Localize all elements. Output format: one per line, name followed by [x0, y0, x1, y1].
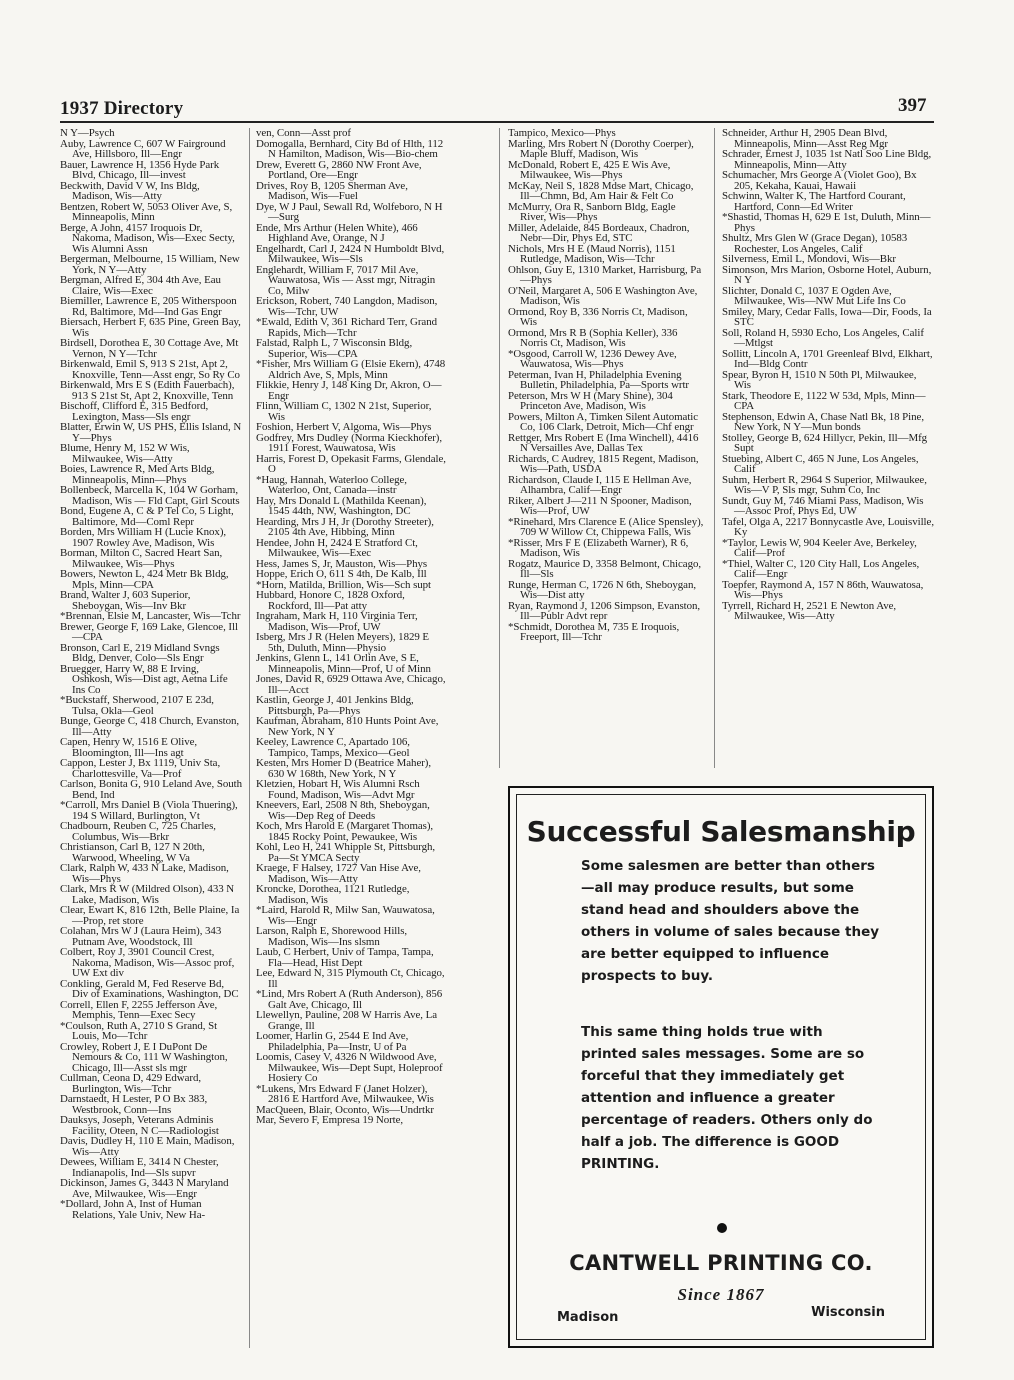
ad-city-left: Madison [557, 1310, 619, 1325]
directory-entry: Lee, Edward N, 315 Plymouth Ct, Chicago, Ill [256, 967, 445, 990]
directory-entry: Tampico, Mexico—Phys [508, 127, 616, 139]
directory-entry: Hay, Mrs Donald L (Mathilda Keenan), 1545 44th, NW, Washington, DC [256, 494, 427, 517]
page-title: 1937 Directory [60, 98, 184, 119]
directory-entry: Bond, Eugene A, C & P Tel Co, 5 Light, Baltimore, Md—Coml Repr [60, 505, 234, 528]
directory-entry: Erickson, Robert, 740 Langdon, Madison, Wis—Tchr, UW [256, 295, 438, 318]
directory-entry: *Taylor, Lewis W, 904 Keeler Ave, Berkeley, Calif—Prof [722, 536, 917, 559]
directory-entry: Carlson, Bonita G, 910 Leland Ave, South Bend, Ind [60, 778, 243, 801]
directory-entry: Schwinn, Walter K, The Hartford Courant, Hartford, Conn—Ed Writer [722, 190, 906, 213]
directory-entry: Dye, W J Paul, Sewall Rd, Wolfeboro, N H—Surg [256, 200, 443, 223]
directory-entry: Cullman, Ceona D, 429 Edward, Burlington, Wis—Tchr [60, 1072, 202, 1095]
directory-entry: Bollenbeck, Marcella K, 104 W Gorham, Madison, Wis — Fld Capt, Girl Scouts [60, 484, 240, 507]
directory-entry: Capen, Henry W, 1516 E Olive, Bloomington, Ill—Ins agt [60, 736, 198, 759]
directory-entry: Foshion, Herbert V, Algoma, Wis—Phys [256, 421, 432, 433]
directory-entry: Spear, Byron H, 1510 N 50th Pl, Milwaukee, Wis [722, 368, 917, 391]
ad-since: Since 1867 [677, 1285, 765, 1304]
directory-entry: Borden, Mrs William H (Lucie Knox), 1907 Rowley Ave, Madison, Wis [60, 526, 227, 549]
ad-company: CANTWELL PRINTING CO. [569, 1251, 873, 1275]
directory-entry: Clark, Mrs R W (Mildred Olson), 433 N Lake, Madison, Wis [60, 883, 235, 906]
directory-entry: Richards, C Audrey, 1815 Regent, Madison, Wis—Path, USDA [508, 452, 699, 475]
ad-city-right: Wisconsin [811, 1305, 885, 1320]
directory-entry: Jenkins, Glenn L, 141 Orlin Ave, S E, Minneapolis, Minn—Prof, U of Minn [256, 652, 431, 675]
directory-column-3 [508, 128, 704, 643]
directory-entry: McDonald, Robert E, 425 E Wis Ave, Milwaukee, Wis—Phys [508, 158, 671, 181]
directory-entry: Brand, Walter J, 603 Superior, Sheboygan, Wis—Inv Bkr [60, 589, 191, 612]
bullet-dot-icon [717, 1223, 727, 1233]
directory-entry: McKay, Neil S, 1828 Mdse Mart, Chicago, Ill—Chmn, Bd, Am Hair & Felt Co [508, 179, 694, 202]
directory-entry: Clark, Ralph W, 433 N Lake, Madison, Wis—Phys [60, 862, 229, 885]
directory-entry: Stephenson, Edwin A, Chase Natl Bk, 18 Pine, New York, N Y—Mun bonds [722, 410, 924, 433]
directory-entry: Englehardt, William F, 7017 Mil Ave, Wauwatosa, Wis — Asst mgr, Nitragin Co, Milw [256, 263, 436, 297]
directory-entry: Biersach, Herbert F, 635 Pine, Green Bay, Wis [60, 316, 241, 339]
directory-entry: Kohl, Leo H, 241 Whipple St, Pittsburgh, Pa—St YMCA Secty [256, 841, 436, 864]
directory-entry: *Thiel, Walter C, 120 City Hall, Los Angeles, Calif—Engr [722, 557, 920, 580]
directory-entry: Crowley, Robert J, E I DuPont De Nemours & Co, 111 W Washington, Chicago, Ill—Asst sls mgr [60, 1040, 228, 1074]
column-divider [249, 128, 250, 1348]
directory-entry: Smiley, Mary, Cedar Falls, Iowa—Dir, Foods, Ia STC [722, 305, 932, 328]
ad-paragraph-2-text: This same thing holds true with printed sales messages. Some are so forceful that they immediately get attention and influence a greater percentage of readers. Others only do half a job. The difference is GOOD PRINTING. [581, 1024, 873, 1172]
directory-entry: *Brennan, Elsie M, Lancaster, Wis—Tchr [60, 610, 241, 622]
directory-entry: Bauer, Lawrence H, 1356 Hyde Park Blvd, Chicago, Ill—invest [60, 158, 220, 181]
directory-entry: Larson, Ralph E, Shorewood Hills, Madison, Wis—Ins slsmn [256, 925, 408, 948]
advertisement-frame [516, 794, 926, 1340]
directory-entry: Runge, Herman C, 1726 N 6th, Sheboygan, Wis—Dist atty [508, 578, 697, 601]
directory-entry: Kaufman, Abraham, 810 Hunts Point Ave, New York, N Y [256, 715, 439, 738]
directory-entry: Brewer, George F, 169 Lake, Glencoe, Ill—CPA [60, 620, 238, 643]
directory-entry: Bruegger, Harry W, 88 E Irving, Oshkosh, Wis—Dist agt, Aetna Life Ins Co [60, 662, 228, 696]
directory-entry: Mar, Severo F, Empresa 19 Norte, [256, 1114, 404, 1126]
directory-entry: Bowers, Newton L, 424 Metr Bk Bldg, Mpls, Minn—CPA [60, 568, 229, 591]
directory-entry: Shultz, Mrs Glen W (Grace Degan), 10583 Rochester, Los Angeles, Calif [722, 232, 908, 255]
directory-entry: Birkenwald, Mrs E S (Edith Fauerbach), 913 S 21st St, Apt 2, Knoxville, Tenn [60, 379, 235, 402]
directory-entry: Harris, Forest D, Opekasit Farms, Glendale, O [256, 452, 446, 475]
directory-entry: Biemiller, Lawrence E, 205 Witherspoon Rd, Baltimore, Md—Ind Gas Engr [60, 295, 237, 318]
directory-entry: McMurry, Ora R, Sanborn Bldg, Eagle River, Wis—Phys [508, 200, 676, 223]
directory-entry: Auby, Lawrence C, 607 W Fairground Ave, Hillsboro, Ill—Engr [60, 137, 226, 160]
directory-entry: Schneider, Arthur H, 2905 Dean Blvd, Minneapolis, Minn—Asst Reg Mgr [722, 127, 888, 150]
directory-entry: *Haug, Hannah, Waterloo College, Waterloo, Ont, Canada—instr [256, 473, 407, 496]
directory-entry: Richardson, Claude I, 115 E Hellman Ave, Alhambra, Calif—Engr [508, 473, 692, 496]
directory-entry: Soll, Roland H, 5930 Echo, Los Angeles, Calif—Mtlgst [722, 326, 924, 349]
directory-entry: Engelhardt, Carl J, 2424 N Humboldt Blvd, Milwaukee, Wis—Sls [256, 242, 445, 265]
directory-entry: *Shastid, Thomas H, 629 E 1st, Duluth, Minn—Phys [722, 211, 931, 234]
directory-entry: Beckwith, David V W, Ins Bldg, Madison, Wis—Atty [60, 179, 200, 202]
directory-entry: Hendee, John H, 2424 E Stratford Ct, Milwaukee, Wis—Exec [256, 536, 418, 559]
directory-entry: Sollitt, Lincoln A, 1701 Greenleaf Blvd, Elkhart, Ind—Bldg Contr [722, 347, 933, 370]
directory-entry: Ryan, Raymond J, 1206 Simpson, Evanston, Ill—Publr Advt repr [508, 599, 701, 622]
directory-entry: *Ewald, Edith V, 361 Richard Terr, Grand Rapids, Mich—Tchr [256, 316, 438, 339]
directory-entry: Schumacher, Mrs George A (Violet Goo), Bx 205, Kekaha, Kauai, Hawaii [722, 169, 917, 192]
directory-entry: Hess, James S, Jr, Mauston, Wis—Phys [256, 557, 428, 570]
directory-entry: Rettger, Mrs Robert E (Ima Winchell), 4416 N Versailles Ave, Dallas Tex [508, 431, 699, 454]
directory-entry: Ormond, Roy B, 336 Norris Ct, Madison, Wis [508, 305, 688, 328]
directory-entry: *Risser, Mrs F E (Elizabeth Warner), R 6, Madison, Wis [508, 536, 689, 559]
directory-entry: Schrader, Ernest J, 1035 1st Natl Soo Line Bldg, Minneapolis, Minn—Atty [722, 148, 932, 171]
directory-entry: Loomis, Casey V, 4326 N Wildwood Ave, Milwaukee, Wis—Dept Supt, Holeproof Hosiery Co [256, 1051, 443, 1084]
advertisement [508, 786, 934, 1348]
directory-entry: Bergerman, Melbourne, 15 William, New York, N Y—Atty [60, 253, 240, 276]
directory-entry: Suhm, Herbert R, 2964 S Superior, Milwaukee, Wis—V P, Sls mgr, Suhm Co, Inc [722, 473, 927, 496]
directory-entry: Dickinson, James G, 3443 N Maryland Ave, Milwaukee, Wis—Engr [60, 1177, 229, 1200]
directory-column-4 [722, 128, 934, 622]
column-divider [714, 128, 715, 768]
directory-entry: Hoppe, Erich O, 611 S 4th, De Kalb, Ill [256, 568, 427, 580]
directory-entry: Ormond, Mrs R B (Sophia Keller), 336 Norris Ct, Madison, Wis [508, 326, 678, 349]
directory-entry: Colbert, Roy J, 3901 Council Crest, Nakoma, Madison, Wis—Assoc prof, UW Ext div [60, 946, 235, 979]
directory-entry: Stark, Theodore E, 1122 W 53d, Mpls, Minn—CPA [722, 389, 926, 412]
directory-entry: Borman, Milton C, Sacred Heart San, Milwaukee, Wis—Phys [60, 547, 223, 570]
directory-entry: Flikkie, Henry J, 148 King Dr, Akron, O—Engr [256, 379, 442, 402]
directory-entry: Llewellyn, Pauline, 208 W Harris Ave, La Grange, Ill [256, 1009, 437, 1032]
directory-entry: Blatter, Erwin W, US PHS, Ellis Island, N Y—Phys [60, 421, 242, 444]
directory-entry: Birdsell, Dorothea E, 30 Cottage Ave, Mt Vernon, N Y—Tchr [60, 337, 239, 360]
directory-entry: Kletzien, Hobart H, Wis Alumni Rsch Found, Madison, Wis—Advt Mgr [256, 778, 420, 801]
directory-entry: Stolley, George B, 624 Hillycr, Pekin, Ill—Mfg Supt [722, 431, 928, 454]
directory-entry: Dauksys, Joseph, Veterans Adminis Facility, Oteen, N C—Radiologist [60, 1114, 219, 1137]
directory-entry: *Schmidt, Dorothea M, 735 E Iroquois, Freeport, Ill—Tchr [508, 620, 680, 643]
directory-entry: Kastlin, George J, 401 Jenkins Bldg, Pittsburgh, Pa—Phys [256, 694, 414, 717]
directory-entry: Kneevers, Earl, 2508 N 8th, Sheboygan, Wis—Dep Reg of Deeds [256, 799, 430, 822]
directory-entry: Davis, Dudley H, 110 E Main, Madison, Wis—Atty [60, 1135, 235, 1158]
directory-entry: Marling, Mrs Robert N (Dorothy Coerper), Maple Bluff, Madison, Wis [508, 137, 694, 160]
directory-entry: Koch, Mrs Harold E (Margaret Thomas), 1845 Rocky Point, Pewaukee, Wis [256, 820, 434, 843]
ad-paragraph-1 [581, 855, 881, 987]
directory-entry: Loomer, Harlin G, 2544 E Ind Ave, Philadelphia, Pa—Instr, U of Pa [256, 1030, 409, 1053]
directory-entry: Chadbourn, Reuben C, 725 Charles, Columbus, Wis—Brkr [60, 820, 216, 843]
directory-entry: Simonson, Mrs Marion, Osborne Hotel, Auburn, N Y [722, 263, 932, 286]
directory-entry: Christianson, Carl B, 127 N 20th, Warwood, Wheeling, W Va [60, 841, 205, 864]
directory-entry: *Laird, Harold R, Milw San, Wauwatosa, Wis—Engr [256, 904, 435, 927]
directory-entry: Drew, Everett G, 2860 NW Front Ave, Portland, Ore—Engr [256, 158, 422, 181]
directory-entry: Bergman, Alfred E, 304 4th Ave, Eau Claire, Wis—Exec [60, 274, 221, 297]
directory-entry: ven, Conn—Asst prof [256, 127, 351, 139]
directory-entry: Tafel, Olga A, 2217 Bonnycastle Ave, Louisville, Ky [722, 515, 934, 538]
directory-entry: *Lind, Mrs Robert A (Ruth Anderson), 856 Galt Ave, Chicago, Ill [256, 988, 443, 1011]
directory-entry: Rogatz, Maurice D, 3358 Belmont, Chicago, Ill—Sls [508, 557, 702, 580]
ad-paragraph-1-text: Some salesmen are better than others —all may produce results, but some stand head and shoulders above the others in volume of sales because they are better equipped to influence prospects to buy. [581, 858, 880, 984]
directory-entry: Peterson, Mrs W H (Mary Shine), 304 Princeton Ave, Madison, Wis [508, 389, 673, 412]
directory-entry: Dewees, William E, 3414 N Chester, Indianapolis, Ind—Sls supvr [60, 1156, 219, 1179]
directory-entry: Kroncke, Dorothea, 1121 Rutledge, Madison, Wis [256, 883, 410, 906]
directory-entry: Correll, Ellen F, 2255 Jefferson Ave, Memphis, Tenn—Exec Secy [60, 998, 218, 1021]
directory-entry: *Rinehard, Mrs Clarence E (Alice Spensley), 709 W Willow Ct, Chippewa Falls, Wis [508, 515, 704, 538]
directory-entry: Ende, Mrs Arthur (Helen White), 466 Highland Ave, Orange, N J [256, 221, 418, 244]
directory-entry: *Buckstaff, Sherwood, 2107 E 23d, Tulsa, Okla—Geol [60, 694, 214, 717]
directory-entry: Ohlson, Guy E, 1310 Market, Harrisburg, Pa—Phys [508, 263, 702, 286]
directory-entry: *Dollard, John A, Inst of Human Relations, Yale Univ, New Ha- [60, 1198, 206, 1221]
directory-entry: *Osgood, Carroll W, 1236 Dewey Ave, Wauwatosa, Wis—Phys [508, 347, 677, 370]
directory-column-1 [60, 128, 242, 1220]
directory-entry: Toepfer, Raymond A, 157 N 86th, Wauwatosa, Wis—Phys [722, 578, 924, 601]
directory-entry: Darnstaedt, H Lester, P O Bx 383, Westbrook, Conn—Ins [60, 1093, 208, 1116]
ad-title: Successful Salesmanship [526, 815, 916, 848]
directory-entry: Hearding, Mrs J H, Jr (Dorothy Streeter), 2105 4th Ave, Hibbing, Minn [256, 515, 434, 538]
directory-entry: Laub, C Herbert, Univ of Tampa, Tampa, Fla—Head, Hist Dept [256, 946, 434, 969]
directory-entry: *Horn, Matilda, Brillion, Wis—Sch supt [256, 578, 432, 591]
directory-entry: Keeley, Lawrence C, Apartado 106, Tampico, Tamps, Mexico—Geol [256, 736, 410, 759]
directory-entry: *Coulson, Ruth A, 2710 S Grand, St Louis, Mo—Tchr [60, 1019, 218, 1042]
directory-entry: Ingraham, Mark H, 110 Virginia Terr, Madison, Wis—Prof, UW [256, 610, 418, 633]
directory-entry: Bischoff, Clifford E, 315 Bedford, Lexington, Mass—Sls engr [60, 400, 209, 423]
directory-entry: Falstad, Ralph L, 7 Wisconsin Bldg, Superior, Wis—CPA [256, 337, 413, 360]
page-number: 397 [898, 95, 927, 116]
directory-entry: Clear, Ewart K, 816 12th, Belle Plaine, Ia—Prop, ret store [60, 904, 240, 927]
directory-entry: O'Neil, Margaret A, 506 E Washington Ave, Madison, Wis [508, 284, 698, 307]
directory-entry: Domogalla, Bernhard, City Bd of Hlth, 112 N Hamilton, Madison, Wis—Bio-chem [256, 137, 444, 160]
directory-entry: Blume, Henry M, 152 W Wis, Milwaukee, Wis—Atty [60, 442, 190, 465]
directory-entry: Bunge, George C, 418 Church, Evanston, Ill—Atty [60, 715, 240, 738]
directory-entry: Bentzen, Robert W, 5053 Oliver Ave, S, Minneapolis, Minn [60, 200, 233, 223]
directory-entry: Powers, Milton A, Timken Silent Automatic Co, 106 Clark, Detroit, Mich—Chf engr [508, 410, 699, 433]
directory-entry: Berge, A John, 4157 Iroquois Dr, Nakoma, Madison, Wis—Exec Secty, Wis Alumni Assn [60, 221, 235, 255]
directory-entry: Tyrrell, Richard H, 2521 E Newton Ave, Milwaukee, Wis—Atty [722, 599, 897, 622]
directory-entry: Bronson, Carl E, 219 Midland Svngs Bldg, Denver, Colo—Sls Engr [60, 641, 220, 664]
directory-entry: Slichter, Donald C, 1037 E Ogden Ave, Milwaukee, Wis—NW Mut Life Ins Co [722, 284, 906, 307]
directory-entry: MacQueen, Blair, Oconto, Wis—Undrtkr [256, 1103, 434, 1116]
directory-entry: Miller, Adelaide, 845 Bordeaux, Chadron, Nebr—Dir, Phys Ed, STC [508, 221, 690, 244]
ad-paragraph-2 [581, 1021, 881, 1175]
directory-entry: Nichols, Mrs H E (Maud Norris), 1151 Rutledge, Madison, Wis—Tchr [508, 242, 676, 265]
directory-entry: *Carroll, Mrs Daniel B (Viola Thuering), 194 S Willard, Burlington, Vt [60, 799, 238, 822]
column-divider [499, 128, 500, 768]
directory-entry: Stuebing, Albert C, 465 N June, Los Angeles, Calif [722, 452, 919, 475]
directory-entry: *Fisher, Mrs William G (Elsie Ekern), 4748 Aldrich Ave, S, Mpls, Minn [256, 358, 446, 381]
directory-entry: Peterman, Ivan H, Philadelphia Evening Bulletin, Philadelphia, Pa—Sports wrtr [508, 368, 690, 391]
directory-entry: Kraege, F Halsey, 1727 Van Hise Ave, Madison, Wis—Atty [256, 862, 421, 885]
directory-entry: Silverness, Emil L, Mondovi, Wis—Bkr [722, 253, 896, 265]
directory-entry: Isberg, Mrs J R (Helen Meyers), 1829 E 5th, Duluth, Minn—Physio [256, 631, 430, 654]
directory-entry: Hubbard, Honore C, 1828 Oxford, Rockford, Ill—Pat atty [256, 589, 405, 612]
directory-entry: Colahan, Mrs W J (Laura Heim), 343 Putnam Ave, Woodstock, Ill [60, 925, 222, 948]
directory-entry: Conkling, Gerald M, Fed Reserve Bd, Div of Examinations, Washington, DC [60, 977, 239, 1000]
directory-entry: Drives, Roy B, 1205 Sherman Ave, Madison, Wis—Fuel [256, 179, 408, 202]
directory-entry: Godfrey, Mrs Dudley (Norma Kieckhofer), 1911 Forest, Wauwatosa, Wis [256, 431, 443, 454]
directory-entry: Cappon, Lester J, Bx 1119, Univ Sta, Charlottesville, Va—Prof [60, 757, 221, 780]
directory-entry: Flinn, William C, 1302 N 21st, Superior, Wis [256, 400, 432, 423]
directory-column-2 [256, 128, 446, 1126]
directory-entry: Riker, Albert J—211 N Spooner, Madison, Wis—Prof, UW [508, 494, 692, 517]
directory-entry: Jones, David R, 6929 Ottawa Ave, Chicago, Ill—Acct [256, 673, 446, 696]
directory-entry: Sundt, Guy M, 746 Miami Pass, Madison, Wis—Assoc Prof, Phys Ed, UW [722, 494, 924, 517]
directory-entry: N Y—Psych [60, 127, 115, 139]
directory-entry: Birkenwald, Emil S, 913 S 21st, Apt 2, Knoxville, Tenn—Asst engr, So Ry Co [60, 358, 240, 381]
header-rule [60, 121, 934, 123]
directory-entry: Boies, Lawrence R, Med Arts Bldg, Minneapolis, Minn—Phys [60, 463, 215, 486]
directory-entry: *Lukens, Mrs Edward F (Janet Holzer), 2816 E Hartford Ave, Milwaukee, Wis [256, 1082, 434, 1105]
directory-entry: Kesten, Mrs Homer D (Beatrice Maher), 630 W 168th, New York, N Y [256, 757, 432, 780]
